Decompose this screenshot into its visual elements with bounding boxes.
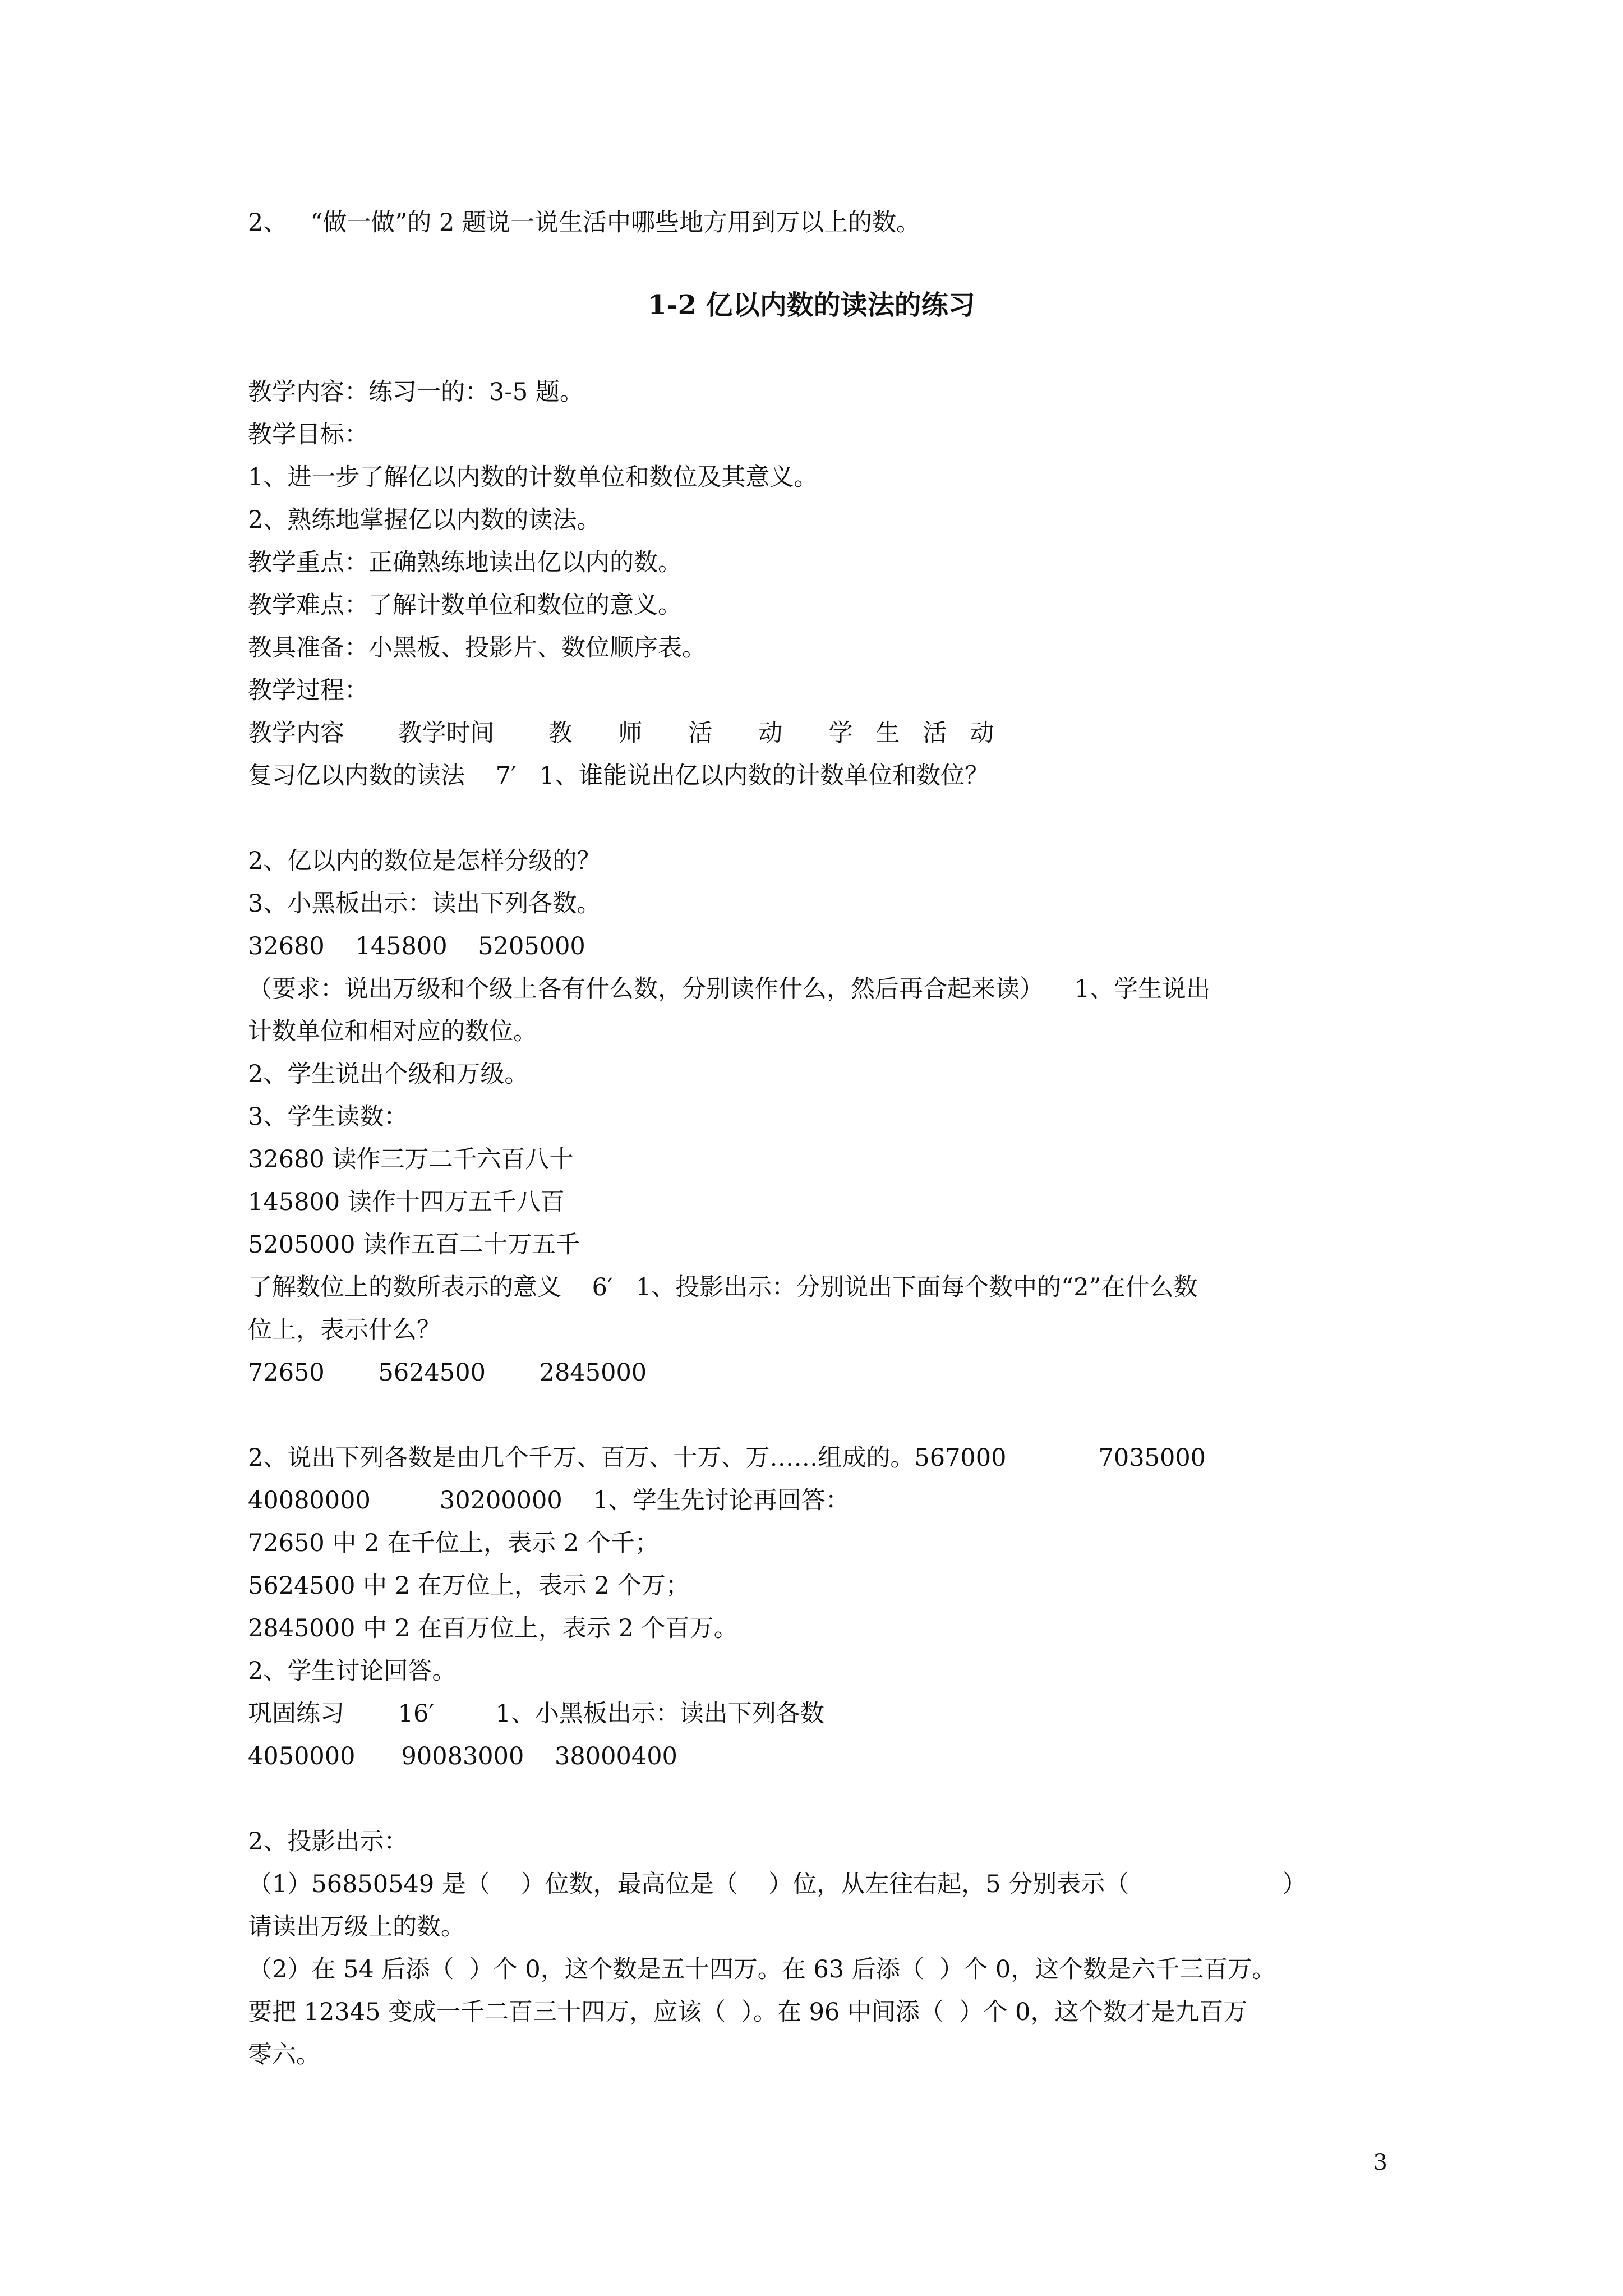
text-line: 教学过程： [248,677,368,705]
text-line: 要把 12345 变成一千二百三十四万，应该（ ）。在 96 中间添（ ）个 0，这个数才是九百万 [248,1998,1248,2026]
text-line: 教具准备：小黑板、投影片、数位顺序表。 [248,634,706,662]
text-line: 40080000 30200000 1、学生先讨论再回答： [248,1487,850,1515]
text-line: （2）在 54 后添（ ）个 0，这个数是五十四万。在 63 后添（ ）个 0，这个数是六千三百万。 [248,1955,1276,1984]
text-line: （1）56850549 是（ ）位数，最高位是（ ）位，从左往右起，5 分别表示（ ） [248,1870,1307,1898]
text-line: 计数单位和相对应的数位。 [248,1018,537,1046]
intro-line: 2、 “做一做”的 2 题说一说生活中哪些地方用到万以上的数。 [248,209,921,237]
text-line: 巩固练习 16′ 1、小黑板出示：读出下列各数 [248,1700,824,1728]
page-number: 3 [1373,2150,1387,2175]
text-line: 72650 5624500 2845000 [248,1359,647,1387]
text-line: 教学重点：正确熟练地读出亿以内的数。 [248,549,682,577]
text-line: 32680 145800 5205000 [248,932,585,960]
text-line: 5624500 中 2 在万位上，表示 2 个万； [248,1572,690,1600]
text-line: 2、学生讨论回答。 [248,1657,457,1685]
text-line: 3、小黑板出示：读出下列各数。 [248,890,601,918]
text-line: 复习亿以内数的读法 7′ 1、谁能说出亿以内数的计数单位和数位？ [248,762,989,790]
text-line: 教学难点：了解计数单位和数位的意义。 [248,591,682,619]
text-line: 零六。 [248,2041,320,2069]
text-line: 1、进一步了解亿以内数的计数单位和数位及其意义。 [248,463,818,491]
text-line: 145800 读作十四万五千八百 [248,1188,565,1216]
text-line: （要求：说出万级和个级上各有什么数，分别读作什么，然后再合起来读） 1、学生说出 [248,975,1211,1003]
text-line: 2、学生说出个级和万级。 [248,1060,529,1088]
text-line: 位上，表示什么？ [248,1316,441,1344]
text-line: 72650 中 2 在千位上，表示 2 个千； [248,1529,659,1557]
text-line: 5205000 读作五百二十万五千 [248,1231,580,1259]
text-line: 请读出万级上的数。 [248,1913,465,1941]
text-line: 2845000 中 2 在百万位上，表示 2 个百万。 [248,1614,738,1642]
text-line: 2、说出下列各数是由几个千万、百万、十万、万……组成的。567000 7035000 [248,1444,1206,1472]
text-line: 了解数位上的数所表示的意义 6′ 1、投影出示：分别说出下面每个数中的“2”在什么数 [248,1273,1198,1301]
text-line: 2、熟练地掌握亿以内数的读法。 [248,506,601,534]
text-line: 教学目标： [248,421,368,449]
text-line: 教学内容：练习一的：3-5 题。 [248,378,584,406]
table-header-line: 教学内容 教学时间 教 师 活 动 学 生 活 动 [248,719,994,747]
text-line: 2、投影出示： [248,1828,408,1856]
text-line: 32680 读作三万二千六百八十 [248,1145,574,1174]
text-line: 2、亿以内的数位是怎样分级的？ [248,847,601,875]
section-title: 1-2 亿以内数的读法的练习 [648,289,975,321]
text-line: 3、学生读数： [248,1103,408,1131]
text-line: 4050000 90083000 38000400 [248,1742,677,1770]
